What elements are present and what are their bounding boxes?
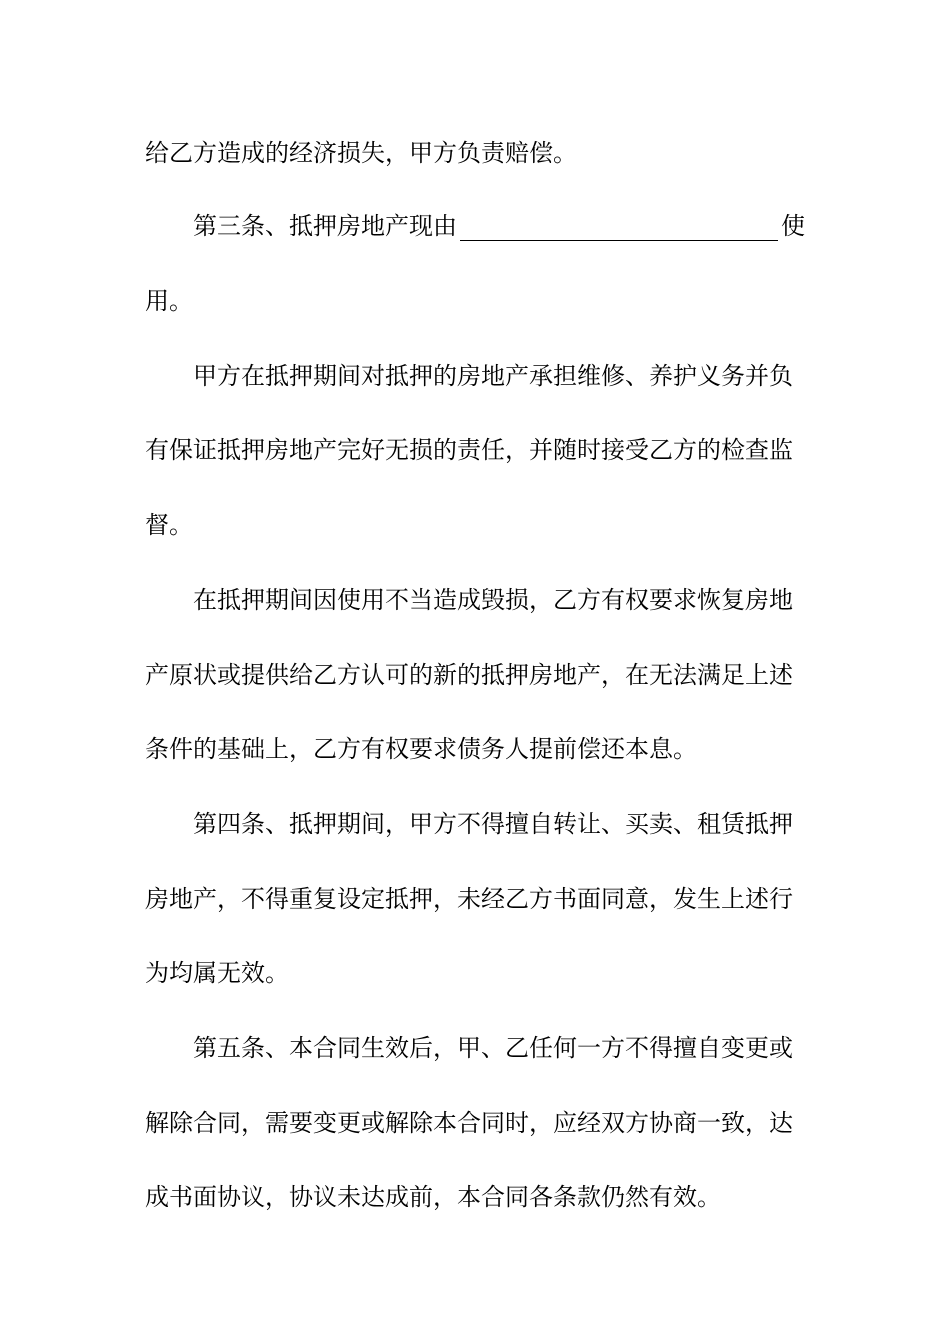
text-line: 在抵押期间因使用不当造成毁损，乙方有权要求恢复房地	[193, 586, 793, 614]
text-line: 督。	[145, 511, 193, 539]
text-line: 用。	[145, 287, 193, 315]
text-line: 给乙方造成的经济损失，甲方负责赔偿。	[145, 139, 577, 167]
article-3-prefix: 第三条、抵押房地产现由	[193, 212, 457, 240]
text-line: 解除合同，需要变更或解除本合同时，应经双方协商一致，达	[145, 1109, 793, 1137]
text-line: 有保证抵押房地产完好无损的责任，并随时接受乙方的检查监	[145, 436, 793, 464]
text-line: 成书面协议，协议未达成前，本合同各条款仍然有效。	[145, 1183, 721, 1211]
text-line: 为均属无效。	[145, 959, 289, 987]
text-line: 第四条、抵押期间，甲方不得擅自转让、买卖、租赁抵押	[193, 810, 793, 838]
fill-in-blank[interactable]	[460, 216, 778, 241]
article-3-line	[193, 211, 805, 241]
text-line: 甲方在抵押期间对抵押的房地产承担维修、养护义务并负	[193, 362, 793, 390]
text-line: 条件的基础上，乙方有权要求债务人提前偿还本息。	[145, 735, 697, 763]
text-line: 产原状或提供给乙方认可的新的抵押房地产，在无法满足上述	[145, 661, 793, 689]
text-line: 房地产，不得重复设定抵押，未经乙方书面同意，发生上述行	[145, 885, 793, 913]
article-3-suffix: 使	[781, 212, 805, 240]
text-line: 第五条、本合同生效后，甲、乙任何一方不得擅自变更或	[193, 1034, 793, 1062]
